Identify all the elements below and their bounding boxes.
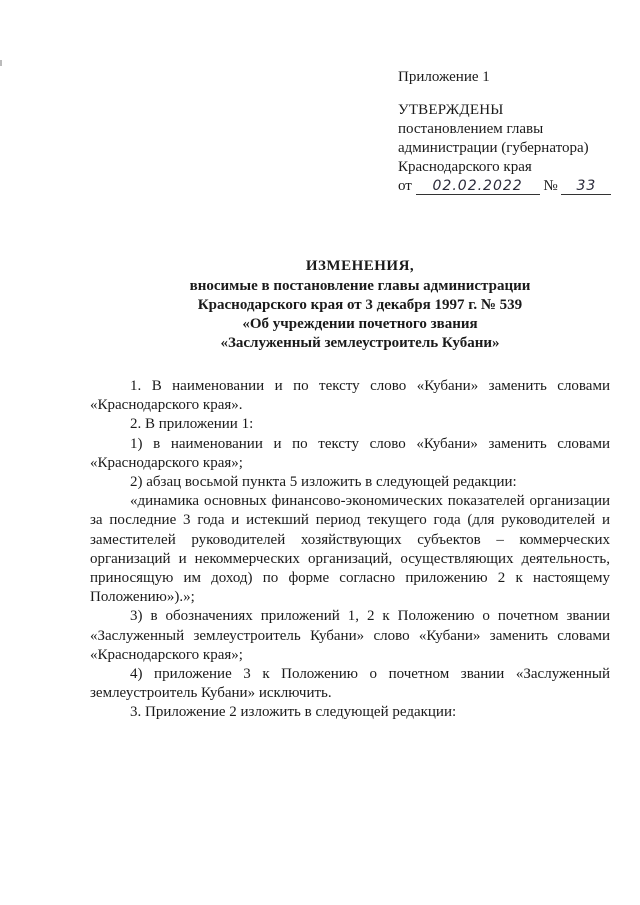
document-title: [140, 257, 580, 353]
title-heading: ИЗМЕНЕНИЯ,: [305, 258, 415, 274]
body-paragraph: 4) приложение 3 к Положению о почетном звании «Заслуженный землеустроитель Кубани» исключить.: [90, 666, 610, 702]
body-paragraph: 2) абзац восьмой пункта 5 изложить в следующей редакции:: [130, 474, 517, 491]
date-prefix: от: [398, 178, 412, 194]
body-paragraph: «динамика основных финансово-экономических показателей организации за последние 3 года и истекший период текущего года (для руководителей и заместителей руководителей хозяйствующих субъектов – коммерческих организаций и некоммерческих организаций, осуществляющих деятельность, приносящую им доход) по форме согласно приложению 2 к настоящему Положению»).»;: [90, 493, 610, 606]
approval-block: [398, 68, 618, 196]
approval-line: Краснодарского края: [398, 159, 532, 175]
approval-line: постановлением главы: [398, 121, 544, 137]
scan-edge-mark: [0, 60, 2, 66]
body-paragraph: 3. Приложение 2 изложить в следующей редакции:: [130, 704, 457, 721]
body-paragraph: 3) в обозначениях приложений 1, 2 к Положению о почетном звании «Заслуженный землеустроитель Кубани» слово «Кубани» заменить словами «Краснодарского края»;: [90, 608, 610, 663]
appendix-label: Приложение 1: [398, 69, 490, 85]
approved-label: УТВЕРЖДЕНЫ: [398, 102, 504, 118]
date-number-row: [398, 177, 618, 196]
title-line: Краснодарского края от 3 декабря 1997 г. № 539: [197, 297, 523, 313]
title-line: вносимые в постановление главы администрации: [189, 278, 531, 294]
handwritten-number: 33: [561, 178, 611, 195]
body-paragraph: 1) в наименовании и по тексту слово «Кубани» заменить словами «Краснодарского края»;: [90, 435, 610, 471]
document-body: [90, 377, 610, 723]
approval-line: администрации (губернатора): [398, 140, 589, 156]
body-paragraph: 1. В наименовании и по тексту слово «Кубани» заменить словами «Краснодарского края».: [90, 378, 610, 414]
title-line: «Об учреждении почетного звания: [242, 316, 478, 332]
body-paragraph: 2. В приложении 1:: [130, 416, 254, 433]
number-prefix: №: [543, 178, 558, 194]
title-line: «Заслуженный землеустроитель Кубани»: [220, 335, 500, 351]
handwritten-date: 02.02.2022: [416, 178, 540, 195]
